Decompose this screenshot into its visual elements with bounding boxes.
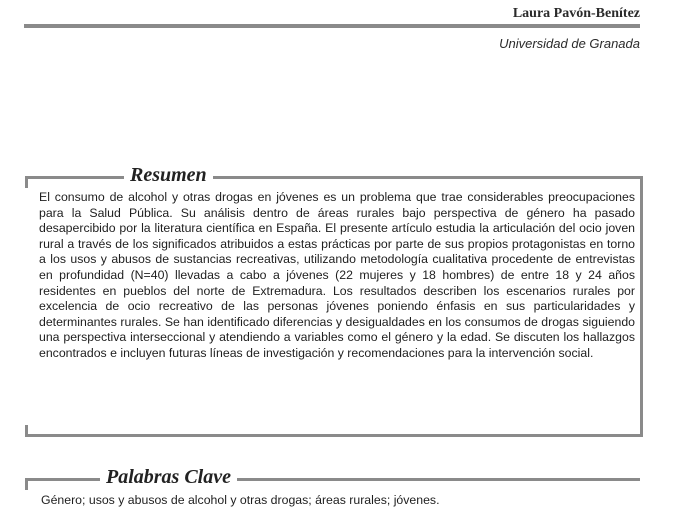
box-corner [25,176,37,188]
keywords-text: Género; usos y abusos de alcohol y otras drogas; áreas rurales; jóvenes. [41,493,440,507]
author-name: Laura Pavón-Benítez [512,6,640,21]
box-bottom-border [25,434,643,437]
abstract-text: El consumo de alcohol y otras drogas en jóvenes es un problema que trae considerables preocupaciones para la Salud Pública. Su análisis dentro de áreas rurales bajo perspectiva de género ha pasado desapercibido por la literatura científica en España. El presente artículo estudia la articulación del ocio joven rural a través de los significados atribuidos a estas prácticas por parte de sus propios protagonistas en torno a los usos y abusos de sustancias recreativas, utilizando metodología cualitativa procedente de entrevistas en profundidad (N=40) llevadas a cabo a jóvenes (22 mujeres y 18 hombres) de entre 18 y 24 años residentes en pueblos del norte de Extremadura. Los resultados describen los escenarios rurales por excelencia de ocio recreativo de las personas jóvenes poniendo énfasis en sus particularidades y determinantes rurales. Se han identificado diferencias y desigualdades en los consumos de drogas siguiendo una perspectiva interseccional y atendiendo a variables como el género y la edad. Se discuten los hallazgos encontrados e incluyen futuras líneas de investigación y recomendaciones para la intervención social. [39,190,635,360]
author-affiliation: Universidad de Granada [499,36,640,51]
abstract-box [28,164,643,437]
abstract-heading: Resumen [124,164,213,187]
header-rule [24,24,640,28]
box-corner [25,478,37,490]
keywords-heading: Palabras Clave [100,466,237,489]
